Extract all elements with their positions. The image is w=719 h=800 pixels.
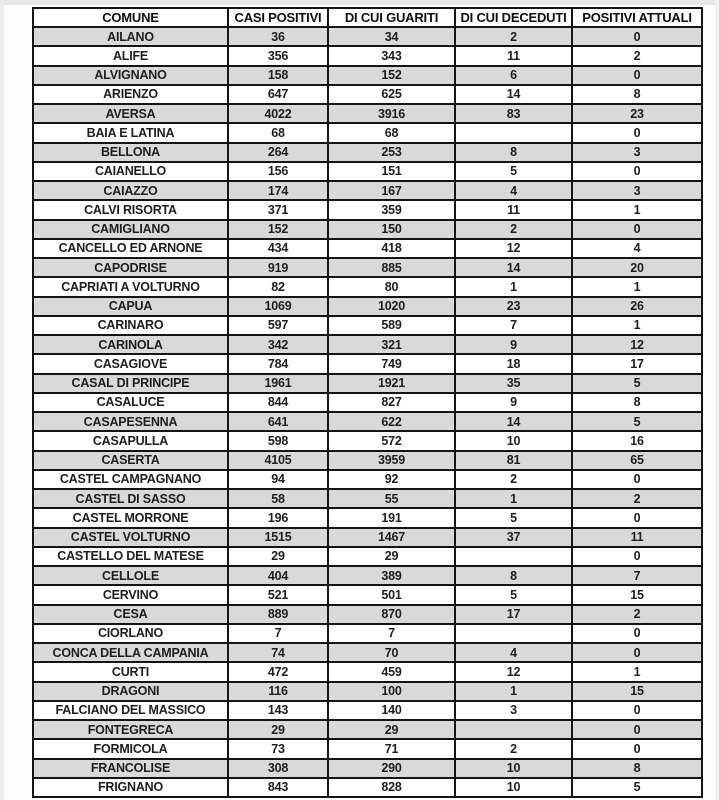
di-cui-deceduti-cell: 9 (455, 393, 572, 412)
comune-cell: CASAPULLA (33, 431, 228, 450)
di-cui-guariti-cell: 55 (328, 489, 455, 508)
casi-positivi-cell: 919 (228, 258, 328, 277)
di-cui-guariti-cell: 92 (328, 470, 455, 489)
di-cui-deceduti-cell: 83 (455, 104, 572, 123)
casi-positivi-cell: 308 (228, 759, 328, 778)
casi-positivi-cell: 889 (228, 605, 328, 624)
casi-positivi-cell: 356 (228, 46, 328, 65)
casi-positivi-cell: 843 (228, 778, 328, 797)
table-row (33, 489, 702, 508)
di-cui-deceduti-cell: 12 (455, 239, 572, 258)
table-row (33, 143, 702, 162)
positivi-attuali-cell: 8 (572, 759, 702, 778)
column-header-positivi-attuali: POSITIVI ATTUALI (572, 8, 702, 27)
comune-cell: CURTI (33, 662, 228, 681)
positivi-attuali-cell: 0 (572, 624, 702, 643)
comune-cell: FRIGNANO (33, 778, 228, 797)
positivi-attuali-cell: 5 (572, 778, 702, 797)
table-header (33, 8, 702, 27)
comune-cell: CONCA DELLA CAMPANIA (33, 643, 228, 662)
di-cui-guariti-cell: 150 (328, 220, 455, 239)
casi-positivi-cell: 73 (228, 739, 328, 758)
header-row (33, 8, 702, 27)
di-cui-deceduti-cell: 9 (455, 335, 572, 354)
di-cui-deceduti-cell: 81 (455, 451, 572, 470)
comune-cell: CAPRIATI A VOLTURNO (33, 277, 228, 296)
di-cui-guariti-cell: 1921 (328, 374, 455, 393)
table-row (33, 508, 702, 527)
casi-positivi-cell: 598 (228, 431, 328, 450)
positivi-attuali-cell: 0 (572, 508, 702, 527)
comune-cell: CASTEL VOLTURNO (33, 528, 228, 547)
table-row (33, 104, 702, 123)
di-cui-deceduti-cell: 1 (455, 682, 572, 701)
comune-cell: CASAL DI PRINCIPE (33, 374, 228, 393)
table-row (33, 624, 702, 643)
table-row (33, 123, 702, 142)
positivi-attuali-cell: 0 (572, 547, 702, 566)
table-row (33, 220, 702, 239)
table-row (33, 277, 702, 296)
di-cui-guariti-cell: 140 (328, 701, 455, 720)
table-row (33, 297, 702, 316)
comune-cell: FRANCOLISE (33, 759, 228, 778)
casi-positivi-cell: 1069 (228, 297, 328, 316)
positivi-attuali-cell: 0 (572, 643, 702, 662)
di-cui-deceduti-cell: 35 (455, 374, 572, 393)
comune-cell: CERVINO (33, 585, 228, 604)
di-cui-guariti-cell: 418 (328, 239, 455, 258)
comune-cell: CASTEL CAMPAGNANO (33, 470, 228, 489)
table-row (33, 566, 702, 585)
di-cui-guariti-cell: 70 (328, 643, 455, 662)
positivi-attuali-cell: 2 (572, 605, 702, 624)
casi-positivi-cell: 29 (228, 720, 328, 739)
casi-positivi-cell: 371 (228, 200, 328, 219)
comune-cell: AVERSA (33, 104, 228, 123)
comune-cell: AILANO (33, 27, 228, 46)
comune-cell: CAPODRISE (33, 258, 228, 277)
positivi-attuali-cell: 16 (572, 431, 702, 450)
di-cui-guariti-cell: 1020 (328, 297, 455, 316)
table-row (33, 374, 702, 393)
page-top-edge (0, 0, 719, 5)
di-cui-deceduti-cell: 6 (455, 66, 572, 85)
di-cui-deceduti-cell: 11 (455, 46, 572, 65)
di-cui-deceduti-cell: 2 (455, 739, 572, 758)
di-cui-guariti-cell: 29 (328, 720, 455, 739)
table-row (33, 682, 702, 701)
positivi-attuali-cell: 0 (572, 470, 702, 489)
table-row (33, 759, 702, 778)
positivi-attuali-cell: 12 (572, 335, 702, 354)
di-cui-guariti-cell: 3959 (328, 451, 455, 470)
casi-positivi-cell: 152 (228, 220, 328, 239)
positivi-attuali-cell: 1 (572, 662, 702, 681)
casi-positivi-cell: 36 (228, 27, 328, 46)
comune-cell: CARINOLA (33, 335, 228, 354)
di-cui-deceduti-cell: 5 (455, 508, 572, 527)
comune-cell: CASERTA (33, 451, 228, 470)
casi-positivi-cell: 342 (228, 335, 328, 354)
di-cui-deceduti-cell: 5 (455, 585, 572, 604)
column-header-di-cui-deceduti: DI CUI DECEDUTI (455, 8, 572, 27)
comune-cell: BAIA E LATINA (33, 123, 228, 142)
table-row (33, 739, 702, 758)
di-cui-deceduti-cell: 5 (455, 162, 572, 181)
di-cui-deceduti-cell: 14 (455, 85, 572, 104)
di-cui-deceduti-cell: 14 (455, 258, 572, 277)
comune-cell: FORMICOLA (33, 739, 228, 758)
column-header-casi-positivi: CASI POSITIVI (228, 8, 328, 27)
di-cui-guariti-cell: 625 (328, 85, 455, 104)
positivi-attuali-cell: 1 (572, 316, 702, 335)
table-row (33, 547, 702, 566)
positivi-attuali-cell: 0 (572, 739, 702, 758)
table-row (33, 66, 702, 85)
di-cui-guariti-cell: 501 (328, 585, 455, 604)
comune-cell: CAIANELLO (33, 162, 228, 181)
positivi-attuali-cell: 0 (572, 162, 702, 181)
positivi-attuali-cell: 2 (572, 46, 702, 65)
di-cui-deceduti-cell: 18 (455, 354, 572, 373)
casi-positivi-cell: 4105 (228, 451, 328, 470)
positivi-attuali-cell: 8 (572, 85, 702, 104)
di-cui-guariti-cell: 152 (328, 66, 455, 85)
di-cui-guariti-cell: 1467 (328, 528, 455, 547)
comune-cell: CASTEL MORRONE (33, 508, 228, 527)
di-cui-deceduti-cell (455, 123, 572, 142)
casi-positivi-cell: 1961 (228, 374, 328, 393)
comune-cell: CESA (33, 605, 228, 624)
table-row (33, 528, 702, 547)
casi-positivi-cell: 174 (228, 181, 328, 200)
table-row (33, 470, 702, 489)
comune-cell: ARIENZO (33, 85, 228, 104)
column-header-comune: COMUNE (33, 8, 228, 27)
positivi-attuali-cell: 20 (572, 258, 702, 277)
table-row (33, 720, 702, 739)
di-cui-deceduti-cell: 11 (455, 200, 572, 219)
comune-cell: FONTEGRECA (33, 720, 228, 739)
positivi-attuali-cell: 15 (572, 585, 702, 604)
comune-cell: CARINARO (33, 316, 228, 335)
di-cui-guariti-cell: 253 (328, 143, 455, 162)
di-cui-guariti-cell: 29 (328, 547, 455, 566)
table-row (33, 643, 702, 662)
table-body (33, 27, 702, 797)
di-cui-guariti-cell: 3916 (328, 104, 455, 123)
di-cui-guariti-cell: 80 (328, 277, 455, 296)
table-row (33, 162, 702, 181)
table-row (33, 701, 702, 720)
di-cui-guariti-cell: 167 (328, 181, 455, 200)
comune-cell: CELLOLE (33, 566, 228, 585)
casi-positivi-cell: 844 (228, 393, 328, 412)
casi-positivi-cell: 82 (228, 277, 328, 296)
casi-positivi-cell: 647 (228, 85, 328, 104)
casi-positivi-cell: 1515 (228, 528, 328, 547)
di-cui-deceduti-cell: 10 (455, 431, 572, 450)
table-row (33, 181, 702, 200)
positivi-attuali-cell: 8 (572, 393, 702, 412)
di-cui-guariti-cell: 870 (328, 605, 455, 624)
di-cui-guariti-cell: 100 (328, 682, 455, 701)
table-row (33, 354, 702, 373)
positivi-attuali-cell: 11 (572, 528, 702, 547)
positivi-attuali-cell: 0 (572, 27, 702, 46)
di-cui-guariti-cell: 343 (328, 46, 455, 65)
casi-positivi-cell: 404 (228, 566, 328, 585)
di-cui-guariti-cell: 7 (328, 624, 455, 643)
comune-cell: ALVIGNANO (33, 66, 228, 85)
table-row (33, 316, 702, 335)
comune-cell: CASTELLO DEL MATESE (33, 547, 228, 566)
table-row (33, 412, 702, 431)
di-cui-guariti-cell: 749 (328, 354, 455, 373)
di-cui-guariti-cell: 828 (328, 778, 455, 797)
casi-positivi-cell: 158 (228, 66, 328, 85)
positivi-attuali-cell: 5 (572, 412, 702, 431)
di-cui-guariti-cell: 389 (328, 566, 455, 585)
casi-positivi-cell: 196 (228, 508, 328, 527)
page-right-edge (715, 0, 719, 800)
table-row (33, 431, 702, 450)
table-row (33, 27, 702, 46)
casi-positivi-cell: 116 (228, 682, 328, 701)
di-cui-guariti-cell: 589 (328, 316, 455, 335)
di-cui-deceduti-cell: 23 (455, 297, 572, 316)
casi-positivi-cell: 29 (228, 547, 328, 566)
table-row (33, 605, 702, 624)
comune-cell: CASAPESENNA (33, 412, 228, 431)
positivi-attuali-cell: 65 (572, 451, 702, 470)
di-cui-deceduti-cell: 17 (455, 605, 572, 624)
comune-cell: CAMIGLIANO (33, 220, 228, 239)
positivi-attuali-cell: 7 (572, 566, 702, 585)
di-cui-deceduti-cell: 8 (455, 143, 572, 162)
di-cui-deceduti-cell: 4 (455, 643, 572, 662)
table-row (33, 451, 702, 470)
casi-positivi-cell: 74 (228, 643, 328, 662)
casi-positivi-cell: 521 (228, 585, 328, 604)
table-row (33, 258, 702, 277)
comune-cell: ALIFE (33, 46, 228, 65)
positivi-attuali-cell: 3 (572, 181, 702, 200)
di-cui-deceduti-cell: 14 (455, 412, 572, 431)
comune-cell: CAPUA (33, 297, 228, 316)
positivi-attuali-cell: 1 (572, 200, 702, 219)
casi-positivi-cell: 156 (228, 162, 328, 181)
di-cui-guariti-cell: 71 (328, 739, 455, 758)
di-cui-guariti-cell: 622 (328, 412, 455, 431)
di-cui-deceduti-cell: 12 (455, 662, 572, 681)
casi-positivi-cell: 58 (228, 489, 328, 508)
di-cui-guariti-cell: 459 (328, 662, 455, 681)
positivi-attuali-cell: 1 (572, 277, 702, 296)
di-cui-deceduti-cell: 37 (455, 528, 572, 547)
di-cui-deceduti-cell (455, 720, 572, 739)
positivi-attuali-cell: 3 (572, 143, 702, 162)
di-cui-guariti-cell: 827 (328, 393, 455, 412)
di-cui-guariti-cell: 34 (328, 27, 455, 46)
table-row (33, 46, 702, 65)
table-row (33, 585, 702, 604)
casi-positivi-cell: 94 (228, 470, 328, 489)
di-cui-guariti-cell: 151 (328, 162, 455, 181)
casi-positivi-cell: 264 (228, 143, 328, 162)
di-cui-deceduti-cell: 8 (455, 566, 572, 585)
covid-comuni-table (32, 7, 703, 798)
di-cui-guariti-cell: 885 (328, 258, 455, 277)
casi-positivi-cell: 641 (228, 412, 328, 431)
di-cui-deceduti-cell: 2 (455, 220, 572, 239)
positivi-attuali-cell: 2 (572, 489, 702, 508)
table-row (33, 778, 702, 797)
table-row (33, 393, 702, 412)
positivi-attuali-cell: 4 (572, 239, 702, 258)
table-row (33, 662, 702, 681)
comune-cell: CIORLANO (33, 624, 228, 643)
comune-cell: DRAGONI (33, 682, 228, 701)
comune-cell: CALVI RISORTA (33, 200, 228, 219)
di-cui-guariti-cell: 321 (328, 335, 455, 354)
table-row (33, 239, 702, 258)
positivi-attuali-cell: 17 (572, 354, 702, 373)
di-cui-deceduti-cell: 1 (455, 277, 572, 296)
casi-positivi-cell: 7 (228, 624, 328, 643)
di-cui-guariti-cell: 68 (328, 123, 455, 142)
di-cui-deceduti-cell: 1 (455, 489, 572, 508)
di-cui-deceduti-cell (455, 624, 572, 643)
comune-cell: CASTEL DI SASSO (33, 489, 228, 508)
di-cui-deceduti-cell: 7 (455, 316, 572, 335)
casi-positivi-cell: 472 (228, 662, 328, 681)
positivi-attuali-cell: 23 (572, 104, 702, 123)
table-row (33, 200, 702, 219)
casi-positivi-cell: 784 (228, 354, 328, 373)
casi-positivi-cell: 434 (228, 239, 328, 258)
di-cui-guariti-cell: 572 (328, 431, 455, 450)
casi-positivi-cell: 597 (228, 316, 328, 335)
column-header-di-cui-guariti: DI CUI GUARITI (328, 8, 455, 27)
table-row (33, 335, 702, 354)
comune-cell: BELLONA (33, 143, 228, 162)
table-row (33, 85, 702, 104)
di-cui-guariti-cell: 191 (328, 508, 455, 527)
positivi-attuali-cell: 0 (572, 220, 702, 239)
casi-positivi-cell: 143 (228, 701, 328, 720)
di-cui-deceduti-cell: 10 (455, 778, 572, 797)
casi-positivi-cell: 4022 (228, 104, 328, 123)
comune-cell: CASALUCE (33, 393, 228, 412)
di-cui-deceduti-cell: 2 (455, 27, 572, 46)
positivi-attuali-cell: 5 (572, 374, 702, 393)
di-cui-deceduti-cell: 3 (455, 701, 572, 720)
di-cui-deceduti-cell: 4 (455, 181, 572, 200)
page-left-edge (0, 0, 4, 800)
comune-cell: FALCIANO DEL MASSICO (33, 701, 228, 720)
di-cui-guariti-cell: 359 (328, 200, 455, 219)
di-cui-deceduti-cell: 10 (455, 759, 572, 778)
casi-positivi-cell: 68 (228, 123, 328, 142)
positivi-attuali-cell: 0 (572, 66, 702, 85)
di-cui-guariti-cell: 290 (328, 759, 455, 778)
positivi-attuali-cell: 0 (572, 720, 702, 739)
di-cui-deceduti-cell (455, 547, 572, 566)
positivi-attuali-cell: 0 (572, 701, 702, 720)
comune-cell: CASAGIOVE (33, 354, 228, 373)
positivi-attuali-cell: 26 (572, 297, 702, 316)
positivi-attuali-cell: 15 (572, 682, 702, 701)
comune-cell: CAIAZZO (33, 181, 228, 200)
positivi-attuali-cell: 0 (572, 123, 702, 142)
di-cui-deceduti-cell: 2 (455, 470, 572, 489)
comune-cell: CANCELLO ED ARNONE (33, 239, 228, 258)
